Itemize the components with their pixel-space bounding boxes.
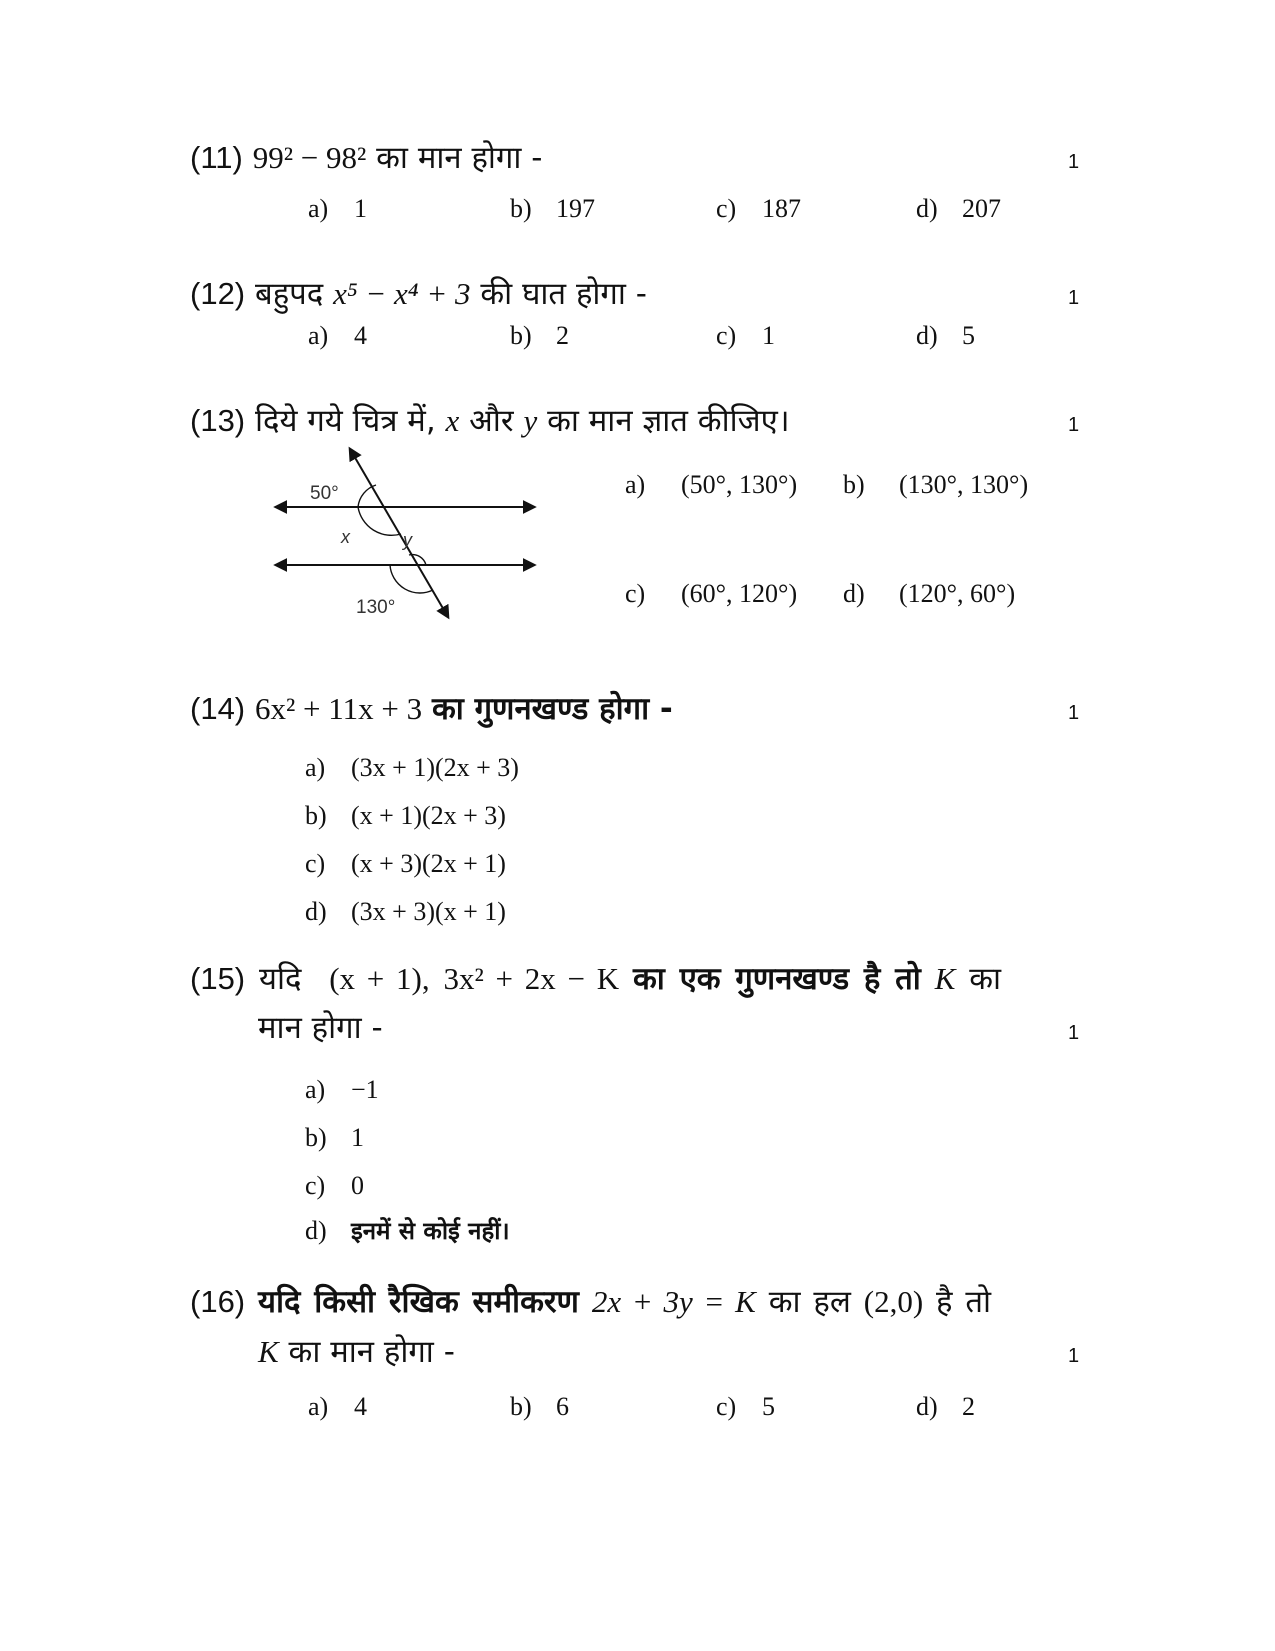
option-label: d) (305, 1216, 327, 1245)
option-value: −1 (351, 1075, 379, 1104)
option-b (305, 803, 506, 829)
question-math-1: (x + 1), (329, 961, 430, 996)
question-suffix: का गुणनखण्ड होगा - (431, 691, 673, 727)
option-value: (x + 3)(2x + 1) (351, 849, 506, 878)
option-value: इनमें से कोई नहीं। (351, 1217, 510, 1245)
question-prefix: यदि किसी रैखिक समीकरण (258, 1284, 579, 1320)
option-label: c) (716, 321, 737, 350)
option-label: c) (716, 1392, 737, 1421)
question-number: (14) (190, 691, 246, 726)
option-value: 4 (354, 321, 367, 350)
question-15-line-2: मान होगा - (258, 1010, 383, 1046)
question-math: 2x + 3y = K (591, 1284, 756, 1319)
option-d (916, 1394, 975, 1420)
question-math: x⁵ − x⁴ + 3 (333, 276, 471, 311)
option-label: c) (305, 1171, 326, 1200)
variable-y: y (523, 403, 538, 438)
option-a (308, 1394, 367, 1420)
question-number: (12) (190, 276, 246, 311)
option-label: b) (510, 1392, 532, 1421)
option-label: d) (305, 897, 327, 926)
option-label: d) (916, 321, 938, 350)
option-label: c) (716, 194, 737, 223)
option-c (716, 1394, 775, 1420)
option-value: 1 (354, 194, 367, 223)
question-text: का मान होगा - (288, 1334, 455, 1370)
option-c (305, 1173, 364, 1199)
option-value: 197 (556, 194, 595, 223)
question-suffix: की घात होगा - (480, 276, 647, 312)
option-value: 4 (354, 1392, 367, 1421)
option-label: b) (305, 1123, 327, 1152)
question-prefix: दिये गये चित्र में, (255, 403, 436, 439)
option-b (843, 472, 1028, 498)
option-label: b) (510, 194, 532, 223)
parallel-lines-figure (268, 445, 558, 625)
question-suffix: का मान होगा - (376, 140, 543, 176)
question-mid: का हल (768, 1284, 851, 1320)
question-12-marks: 1 (1068, 287, 1080, 309)
option-value: (60°, 120°) (681, 579, 798, 608)
option-c (716, 196, 801, 222)
option-label: c) (305, 849, 326, 878)
option-d (843, 581, 1015, 607)
question-13-text (190, 405, 790, 437)
option-a (305, 755, 519, 781)
option-value: 207 (962, 194, 1001, 223)
option-label: a) (625, 470, 646, 499)
option-a (308, 196, 367, 222)
option-value: (130°, 130°) (899, 470, 1029, 499)
option-value: 187 (762, 194, 801, 223)
angle-label-y: y (403, 530, 412, 550)
option-value: (120°, 60°) (899, 579, 1016, 608)
option-b (510, 196, 595, 222)
question-suffix: का (969, 961, 1002, 997)
question-mid: का एक गुणनखण्ड है तो (632, 961, 921, 997)
question-prefix: बहुपद (255, 276, 324, 312)
question-point: (2,0) (863, 1284, 924, 1319)
transversal-line (350, 449, 448, 617)
option-value: 5 (762, 1392, 775, 1421)
option-label: d) (843, 579, 865, 608)
option-a (305, 1077, 379, 1103)
question-number: (15) (190, 961, 246, 996)
option-value: 1 (351, 1123, 364, 1152)
question-11-marks: 1 (1068, 151, 1080, 173)
question-13-marks: 1 (1068, 414, 1080, 436)
angle-label-50: 50° (310, 483, 339, 504)
question-14-text (190, 693, 673, 725)
option-b (510, 323, 569, 349)
option-label: b) (510, 321, 532, 350)
option-a (308, 323, 367, 349)
option-d (916, 196, 1001, 222)
option-label: d) (916, 1392, 938, 1421)
option-label: a) (305, 1075, 326, 1104)
question-15-marks: 1 (1068, 1022, 1080, 1044)
question-16-marks: 1 (1068, 1345, 1080, 1367)
question-prefix: यदि (259, 961, 302, 997)
question-16-line-2 (258, 1336, 455, 1368)
option-value: 6 (556, 1392, 569, 1421)
option-label: a) (305, 753, 326, 782)
variable-k: K (258, 1334, 279, 1369)
question-suffix: का मान ज्ञात कीजिए। (547, 403, 790, 439)
option-value: 2 (962, 1392, 975, 1421)
option-value: 2 (556, 321, 569, 350)
option-label: a) (308, 194, 329, 223)
question-12-text (190, 278, 647, 310)
option-label: b) (305, 801, 327, 830)
option-c (305, 851, 506, 877)
option-value: 5 (962, 321, 975, 350)
option-c (625, 581, 797, 607)
option-value: 1 (762, 321, 775, 350)
option-b (305, 1125, 364, 1151)
question-11-text (190, 142, 542, 174)
option-a (625, 472, 797, 498)
angle-label-130: 130° (356, 597, 396, 618)
angle-label-x: x (341, 527, 350, 547)
option-value: (50°, 130°) (681, 470, 798, 499)
question-math-2: 3x² + 2x − K (443, 961, 620, 996)
option-value: (x + 1)(2x + 3) (351, 801, 506, 830)
variable-x: x (445, 403, 460, 438)
option-label: c) (625, 579, 646, 608)
option-value: 0 (351, 1171, 364, 1200)
question-number: (16) (190, 1284, 246, 1319)
question-math: 6x² + 11x + 3 (255, 691, 423, 726)
option-d (916, 323, 975, 349)
option-c (716, 323, 775, 349)
question-conj: और (469, 403, 514, 439)
question-number: (11) (190, 140, 243, 175)
question-14-marks: 1 (1068, 702, 1080, 724)
question-math: 99² − 98² (252, 140, 367, 175)
option-value: (3x + 3)(x + 1) (351, 897, 506, 926)
option-d (305, 899, 506, 925)
option-d (305, 1218, 510, 1244)
option-label: a) (308, 1392, 329, 1421)
option-label: b) (843, 470, 865, 499)
angle-arc-x (358, 507, 401, 535)
question-15-line-1 (190, 963, 1001, 995)
option-label: d) (916, 194, 938, 223)
option-b (510, 1394, 569, 1420)
question-16-line-1 (190, 1286, 991, 1318)
question-suffix: है तो (936, 1284, 992, 1320)
variable-k: K (934, 961, 956, 996)
option-value: (3x + 1)(2x + 3) (351, 753, 519, 782)
option-label: a) (308, 321, 329, 350)
question-number: (13) (190, 403, 246, 438)
